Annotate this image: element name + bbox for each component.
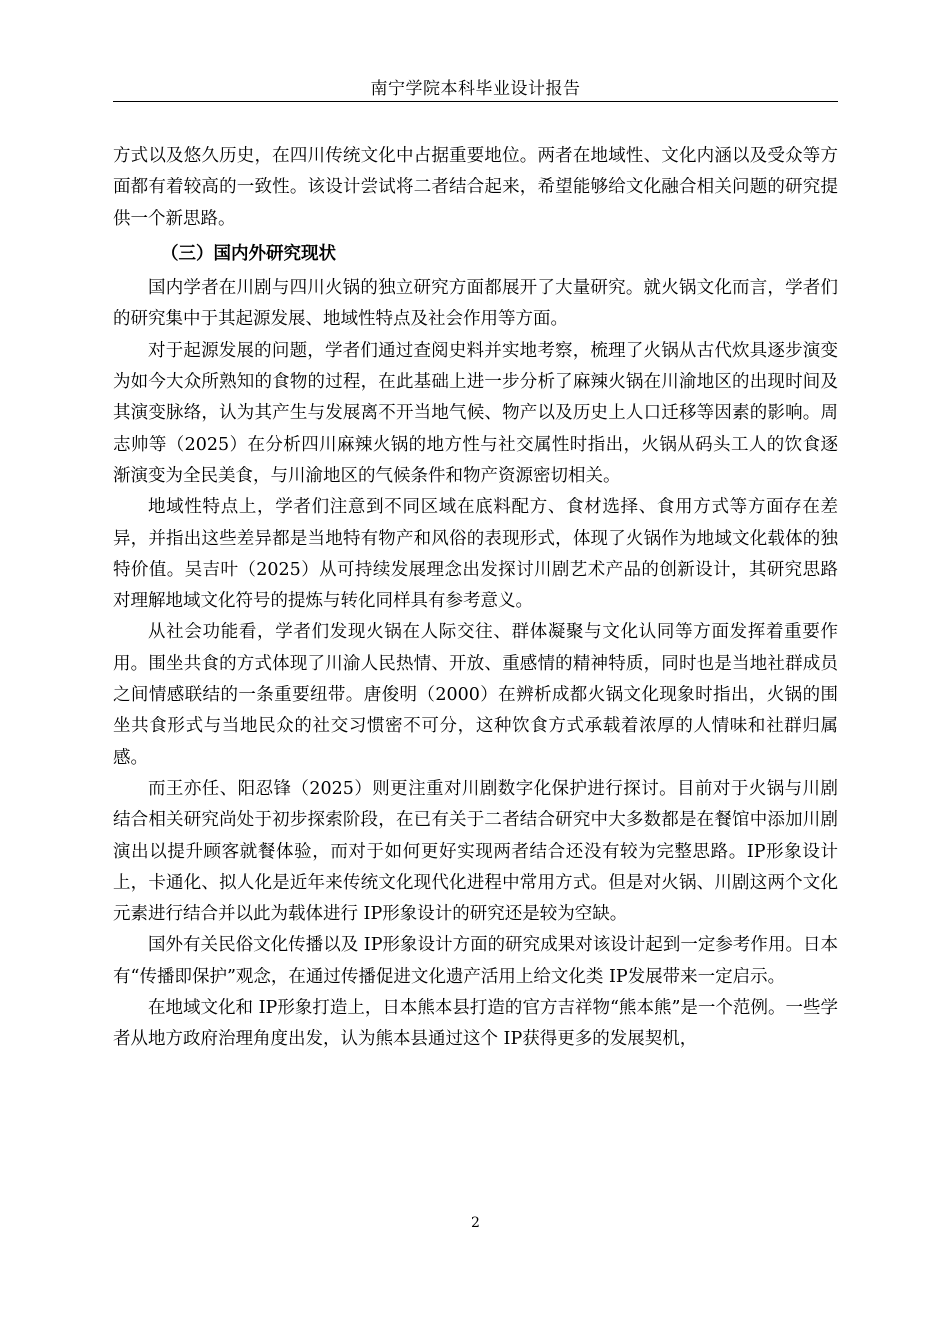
header-divider: [113, 101, 838, 102]
section-heading: （三）国内外研究现状: [161, 243, 336, 264]
paragraph: 对于起源发展的问题，学者们通过查阅史料并实地考察，梳理了火锅从古代炊具逐步演变为如今大众所熟知的食物的过程，在此基础上进一步分析了麻辣火锅在川渝地区的出现时间及其演变脉络，认为其产生与发展离不开当地气候、物产以及历史上人口迁移等因素的影响。周志帅等（2025）在分析四川麻辣火锅的地方性与社交属性时指出，火锅从码头工人的饮食逐渐演变为全民美食，与川渝地区的气候条件和物产资源密切相关。: [113, 340, 838, 486]
body-text: [113, 141, 838, 1056]
paragraph: 而王亦任、阳忍锋（2025）则更注重对川剧数字化保护进行探讨。目前对于火锅与川剧结合相关研究尚处于初步探索阶段，在已有关于二者结合研究中大多数都是在餐馆中添加川剧演出以提升顾客就餐体验，而对于如何更好实现两者结合还没有较为完整思路。IP形象设计上，卡通化、拟人化是近年来传统文化现代化进程中常用方式。但是对火锅、川剧这两个文化元素进行结合并以此为载体进行 IP形象设计的研究还是较为空缺。: [113, 778, 838, 925]
paragraph: 国内学者在川剧与四川火锅的独立研究方面都展开了大量研究。就火锅文化而言，学者们的研究集中于其起源发展、地域性特点及社会作用等方面。: [113, 278, 838, 330]
paragraph: 在地域文化和 IP形象打造上，日本熊本县打造的官方吉祥物“熊本熊”是一个范例。一些学者从地方政府治理角度出发，认为熊本县通过这个 IP获得更多的发展契机，: [113, 998, 838, 1050]
running-header: 南宁学院本科毕业设计报告: [370, 79, 581, 99]
paragraph: 国外有关民俗文化传播以及 IP形象设计方面的研究成果对该设计起到一定参考作用。日本有“传播即保护”观念，在通过传播促进文化遗产活用上给文化类 IP发展带来一定启示。: [113, 935, 838, 987]
page-number: 2: [471, 1215, 480, 1231]
paragraph-continuation: 方式以及悠久历史，在四川传统文化中占据重要地位。两者在地域性、文化内涵以及受众等方面都有着较高的一致性。该设计尝试将二者结合起来，希望能够给文化融合相关问题的研究提供一个新思路。: [113, 146, 838, 229]
paragraph: 地域性特点上，学者们注意到不同区域在底料配方、食材选择、食用方式等方面存在差异，并指出这些差异都是当地特有物产和风俗的表现形式，体现了火锅作为地域文化载体的独特价值。吴吉叶（2025）从可持续发展理念出发探讨川剧艺术产品的创新设计，其研究思路对理解地域文化符号的提炼与转化同样具有参考意义。: [113, 497, 838, 612]
paragraph: 从社会功能看，学者们发现火锅在人际交往、群体凝聚与文化认同等方面发挥着重要作用。围坐共食的方式体现了川渝人民热情、开放、重感情的精神特质，同时也是当地社群成员之间情感联结的一条重要纽带。唐俊明（2000）在辨析成都火锅文化现象时指出，火锅的围坐共食形式与当地民众的社交习惯密不可分，这种饮食方式承载着浓厚的人情味和社群归属感。: [113, 622, 838, 768]
